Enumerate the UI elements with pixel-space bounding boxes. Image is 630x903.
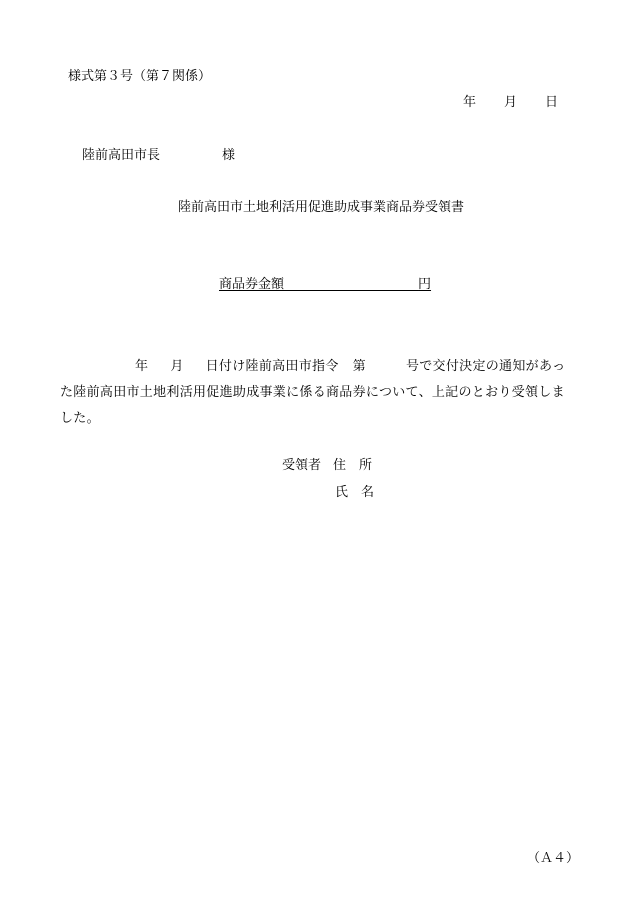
body-line-3: した。	[60, 411, 100, 426]
date-month: 月	[504, 95, 518, 110]
addressee-name: 陸前高田市長	[82, 148, 161, 163]
date-line	[463, 96, 558, 109]
amount-blank	[284, 278, 418, 291]
form-number: 様式第３号（第７関係）	[68, 69, 212, 84]
date-day: 日	[545, 95, 559, 110]
body-after-month: 日付け陸前高田市指令	[205, 359, 339, 374]
recipient-name-label: 氏 名	[335, 485, 375, 500]
body-line-1	[60, 354, 585, 380]
document-title: 陸前高田市土地利活用促進助成事業商品券受領書	[178, 200, 465, 215]
amount-label: 商品券金額	[219, 277, 285, 292]
addressee	[82, 149, 235, 162]
body-year: 年	[135, 359, 149, 374]
amount-unit: 円	[418, 277, 432, 292]
body-line-2: た陸前高田市土地利活用促進助成事業に係る商品券について、上記のとおり受領しま	[60, 385, 565, 400]
recipient-address-label: 住 所	[333, 458, 373, 473]
recipient-address-line	[282, 459, 372, 472]
body-no-prefix: 第	[352, 359, 366, 374]
recipient-role: 受領者	[282, 458, 322, 473]
paper-size: （Ａ４）	[527, 851, 580, 866]
addressee-honorific: 様	[222, 148, 236, 163]
amount-line	[219, 278, 431, 291]
body-month: 月	[170, 359, 184, 374]
body-line1-end: 号で交付決定の通知があっ	[405, 359, 566, 374]
body-paragraph	[60, 354, 585, 432]
date-year: 年	[463, 95, 477, 110]
